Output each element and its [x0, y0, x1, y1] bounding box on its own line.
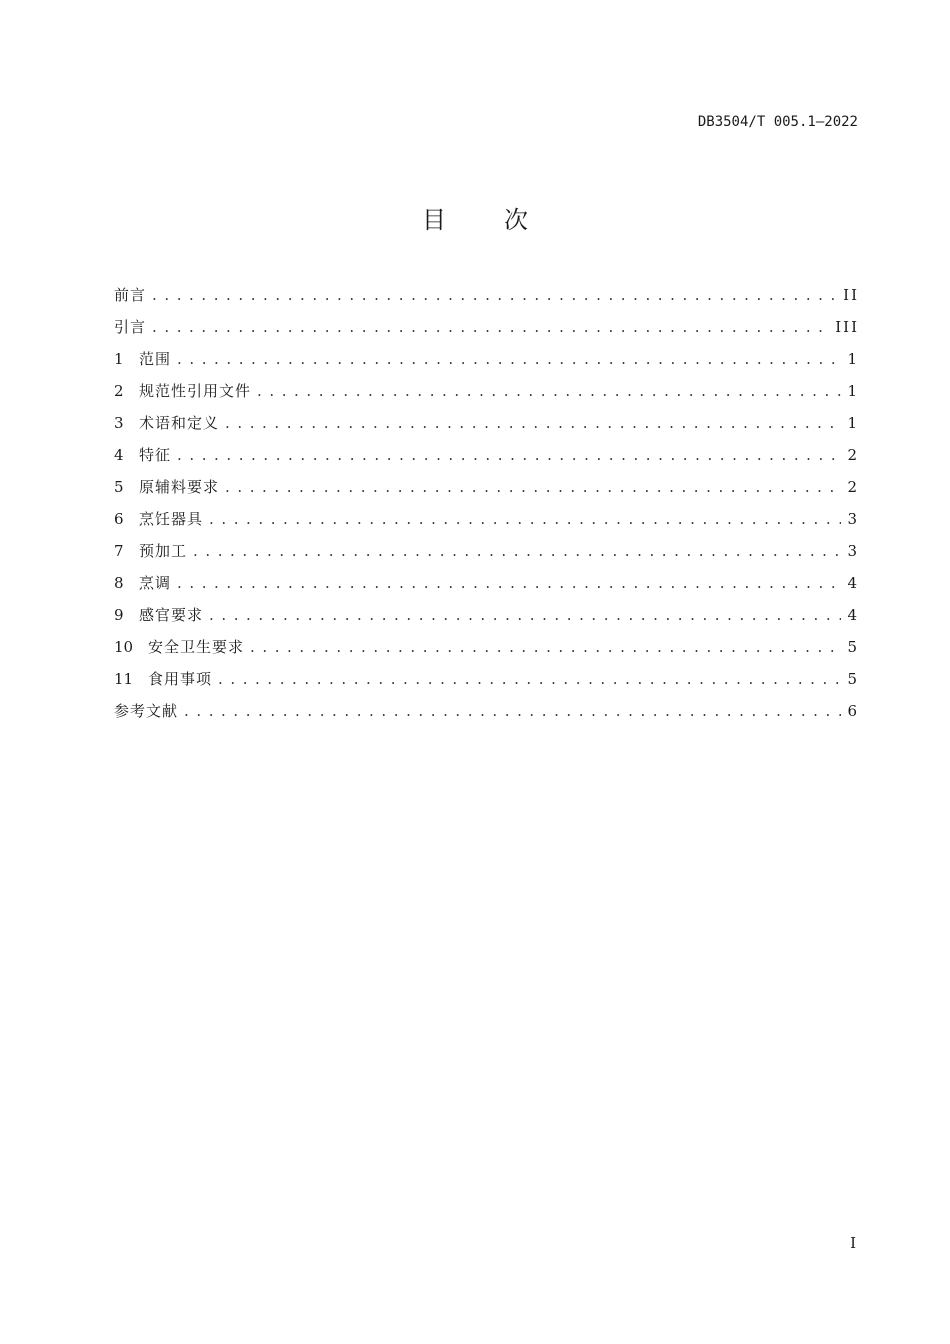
toc-leader-dots: [218, 670, 841, 688]
toc-entry-number: 9: [114, 606, 124, 624]
toc-entry-pre-processing[interactable]: [114, 540, 859, 572]
toc-leader-dots: [209, 606, 841, 624]
toc-entry-number: 4: [114, 446, 124, 464]
toc-entry-cooking-utensils[interactable]: [114, 508, 859, 540]
toc-leader-dots: [184, 702, 841, 720]
toc-entry-consumption-notes[interactable]: [114, 668, 859, 700]
toc-entry-number: 1: [114, 350, 124, 368]
toc-entry-page: 2: [847, 478, 859, 496]
toc-leader-dots: [177, 350, 841, 368]
toc-leader-dots: [257, 382, 841, 400]
toc-entry-characteristics[interactable]: [114, 444, 859, 476]
toc-entry-label: 感官要求: [139, 606, 204, 624]
toc-leader-dots: [225, 478, 841, 496]
toc-entry-raw-materials[interactable]: [114, 476, 859, 508]
toc-entry-scope[interactable]: [114, 348, 859, 380]
toc-entry-number: 10: [114, 638, 134, 656]
toc-entry-label: 术语和定义: [139, 414, 220, 432]
toc-entry-page: 4: [847, 574, 859, 592]
toc-entry-page: 1: [847, 382, 859, 400]
toc-entry-number: 8: [114, 574, 124, 592]
toc-entry-safety-hygiene[interactable]: [114, 636, 859, 668]
toc-list: [114, 284, 859, 732]
toc-entry-page: III: [835, 318, 859, 336]
toc-entry-terms[interactable]: [114, 412, 859, 444]
toc-entry-page: 5: [847, 638, 859, 656]
toc-entry-foreword[interactable]: [114, 284, 859, 316]
toc-leader-dots: [177, 574, 841, 592]
toc-leader-dots: [225, 414, 841, 432]
toc-entry-normative-references[interactable]: [114, 380, 859, 412]
toc-entry-label: 范围: [139, 350, 172, 368]
toc-entry-bibliography[interactable]: [114, 700, 859, 732]
toc-entry-number: 2: [114, 382, 124, 400]
toc-entry-label: 前言: [114, 286, 147, 304]
toc-entry-page: 1: [847, 414, 859, 432]
toc-entry-label: 安全卫生要求: [148, 638, 245, 656]
toc-entry-number: 7: [114, 542, 124, 560]
toc-entry-sensory-requirements[interactable]: [114, 604, 859, 636]
toc-entry-page: 5: [847, 670, 859, 688]
toc-leader-dots: [209, 510, 841, 528]
toc-title: 目次: [422, 206, 586, 234]
standard-code: DB3504/T 005.1—2022: [697, 114, 858, 130]
page-number: I: [850, 1234, 856, 1252]
toc-entry-page: 4: [847, 606, 859, 624]
toc-entry-introduction[interactable]: [114, 316, 859, 348]
toc-leader-dots: [152, 286, 837, 304]
toc-entry-label: 原辅料要求: [139, 478, 220, 496]
toc-entry-page: 6: [847, 702, 859, 720]
toc-entry-cooking[interactable]: [114, 572, 859, 604]
toc-entry-number: 6: [114, 510, 124, 528]
toc-entry-label: 烹调: [139, 574, 172, 592]
toc-entry-page: 3: [847, 510, 859, 528]
toc-entry-label: 引言: [114, 318, 147, 336]
toc-leader-dots: [177, 446, 841, 464]
toc-entry-page: 1: [847, 350, 859, 368]
toc-leader-dots: [250, 638, 841, 656]
toc-entry-label: 烹饪器具: [139, 510, 204, 528]
toc-entry-label: 特征: [139, 446, 172, 464]
toc-leader-dots: [193, 542, 841, 560]
toc-entry-label: 规范性引用文件: [139, 382, 252, 400]
toc-entry-page: 2: [847, 446, 859, 464]
toc-entry-page: 3: [847, 542, 859, 560]
toc-entry-label: 预加工: [139, 542, 188, 560]
toc-entry-number: 11: [114, 670, 134, 688]
toc-entry-page: II: [843, 286, 859, 304]
toc-entry-number: 3: [114, 414, 124, 432]
toc-entry-label: 食用事项: [148, 670, 213, 688]
toc-leader-dots: [152, 318, 829, 336]
toc-entry-label: 参考文献: [114, 702, 179, 720]
toc-entry-number: 5: [114, 478, 124, 496]
